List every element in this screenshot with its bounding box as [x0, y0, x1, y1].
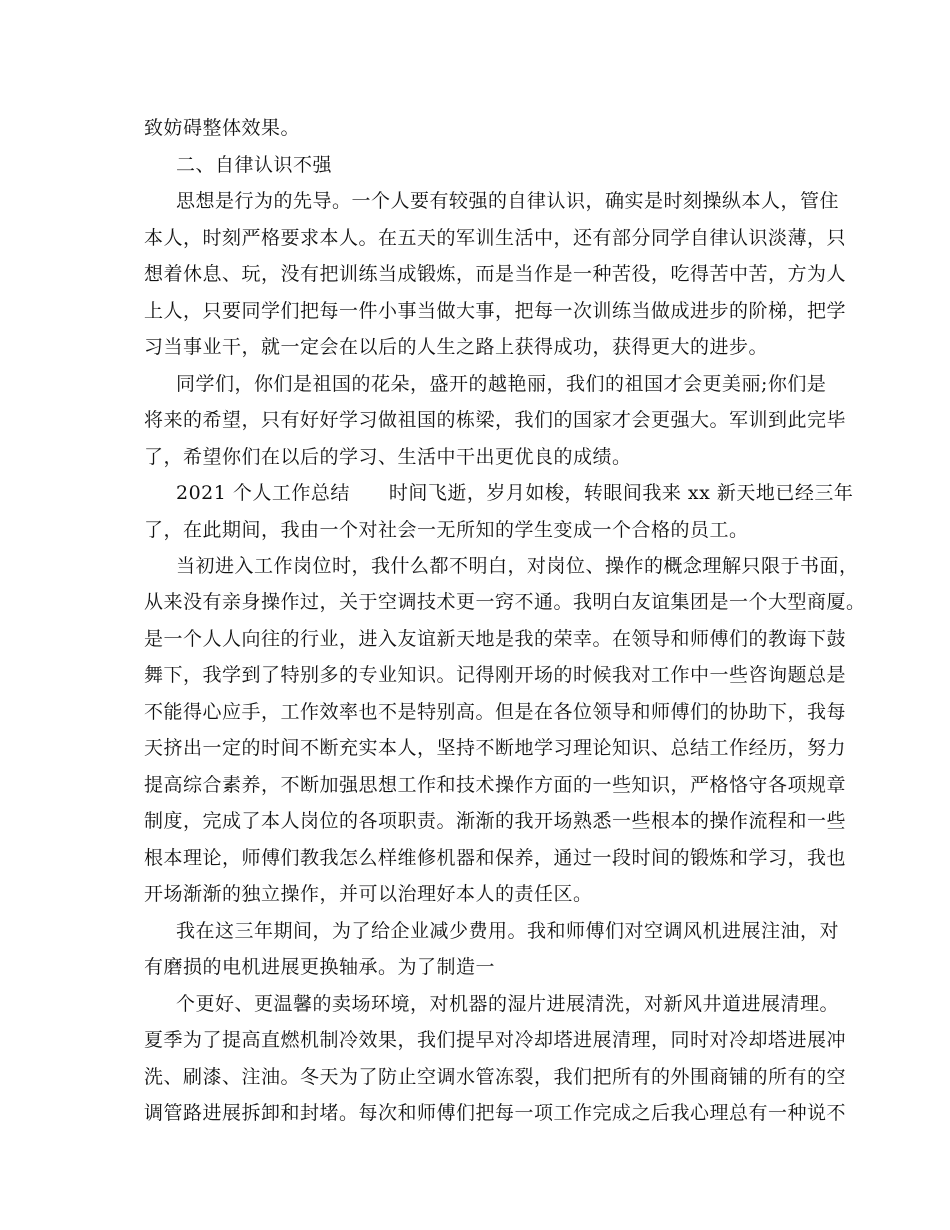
- text-line: 习当事业干，就一定会在以后的人生之路上获得成功，获得更大的进步。: [144, 336, 769, 358]
- text-line: 想着休息、玩，没有把训练当成锻炼，而是当作是一种苦役，吃得苦中苦，方为人: [144, 263, 847, 285]
- text-line: 了，在此期间，我由一个对社会一无所知的学生变成一个合格的员工。: [144, 519, 749, 541]
- text-line: 同学们，你们是祖国的花朵，盛开的越艳丽，我们的祖国才会更美丽;你们是: [176, 373, 827, 395]
- text-line: 思想是行为的先导。一个人要有较强的自律认识，确实是时刻操纵本人，管住: [176, 190, 840, 212]
- text-line: 舞下，我学到了特别多的专业知识。记得刚开场的时候我对工作中一些咨询题总是: [144, 664, 847, 686]
- text-line: 本人，时刻严格要求本人。在五天的军训生活中，还有部分同学自律认识淡薄，只: [144, 227, 847, 249]
- section-heading: 二、自律认识不强: [176, 154, 333, 176]
- text-line: 不能得心应手，工作效率也不是特别高。但是在各位领导和师傅们的协助下，我每: [144, 701, 847, 723]
- text-line: 天挤出一定的时间不断充实本人，坚持不断地学习理论知识、总结工作经历，努力: [144, 737, 847, 759]
- text-line: 我在这三年期间，为了给企业减少费用。我和师傅们对空调风机进展注油，对: [176, 920, 840, 942]
- text-line: 致妨碍整体效果。: [144, 117, 301, 139]
- text-line: 开场渐渐的独立操作，并可以治理好本人的责任区。: [144, 883, 593, 905]
- text-line: 有磨损的电机进展更换轴承。为了制造一: [144, 956, 496, 978]
- text-line: 当初进入工作岗位时，我什么都不明白，对岗位、操作的概念理解只限于书面，: [176, 555, 859, 577]
- text-line: 将来的希望，只有好好学习做祖国的栋梁，我们的国家才会更强大。军训到此完毕: [144, 409, 847, 431]
- text-line: 提高综合素养，不断加强思想工作和技术操作方面的一些知识，严格恪守各项规章: [144, 774, 847, 796]
- text-line: 是一个人人向往的行业，进入友谊新天地是我的荣幸。在领导和师傅们的教诲下鼓: [144, 628, 847, 650]
- text-line: 根本理论，师傅们教我怎么样维修机器和保养，通过一段时间的锻炼和学习，我也: [144, 847, 847, 869]
- text-line: 调管路进展拆卸和封堵。每次和师傅们把每一项工作完成之后我心理总有一种说不: [144, 1102, 847, 1124]
- text-line: 了，希望你们在以后的学习、生活中干出更优良的成绩。: [144, 446, 632, 468]
- text-line: 个更好、更温馨的卖场环境，对机器的湿片进展清洗，对新风井道进展清理。: [176, 993, 840, 1015]
- text-line: 夏季为了提高直燃机制冷效果，我们提早对冷却塔进展清理，同时对冷却塔进展冲: [144, 1029, 847, 1051]
- text-line: 制度，完成了本人岗位的各项职责。渐渐的我开场熟悉一些根本的操作流程和一些: [144, 810, 847, 832]
- text-line: 上人，只要同学们把每一件小事当做大事，把每一次训练当做成进步的阶梯，把学: [144, 300, 847, 322]
- text-line: 从来没有亲身操作过，关于空调技术更一窍不通。我明白友谊集团是一个大型商厦。: [144, 591, 866, 613]
- text-line: 2021 个人工作总结 时间飞逝，岁月如梭，转眼间我来 xx 新天地已经三年: [176, 482, 854, 504]
- text-line: 洗、刷漆、注油。冬天为了防止空调水管冻裂，我们把所有的外围商铺的所有的空: [144, 1066, 847, 1088]
